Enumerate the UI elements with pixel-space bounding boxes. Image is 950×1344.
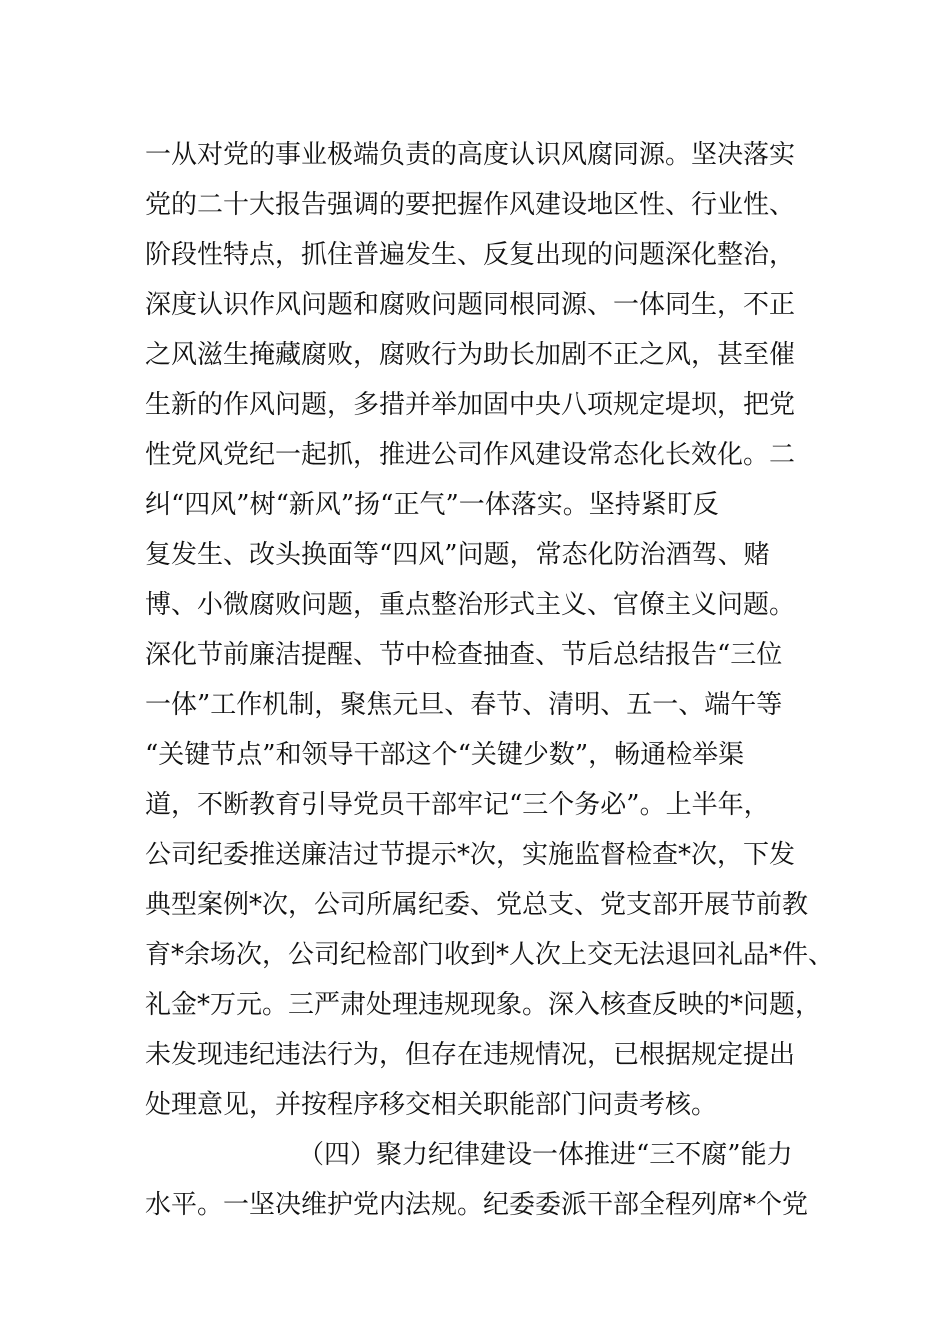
text-line-after-heading: 水平。一坚决维护党内法规。纪委委派干部全程列席*个党: [145, 1190, 809, 1220]
text-line-16: 典型案例*次，公司所属纪委、党总支、党支部开展节前教: [145, 890, 809, 920]
section-heading: （四）聚力纪律建设一体推进“三不腐”能力: [298, 1140, 793, 1170]
text-line-8: 纠“四风”树“新风”扬“正气”一体落实。坚持紧盯反: [145, 490, 719, 520]
text-line-18: 礼金*万元。三严肃处理违规现象。深入核查反映的*问题，: [145, 990, 822, 1020]
text-line-9: 复发生、改头换面等“四风”问题，常态化防治酒驾、赌: [145, 540, 770, 570]
text-line-10: 博、小微腐败问题，重点整治形式主义、官僚主义问题。: [145, 590, 796, 620]
text-line-12: 一体”工作机制，聚焦元旦、春节、清明、五一、端午等: [145, 690, 783, 720]
text-line-17: 育*余场次，公司纪检部门收到*人次上交无法退回礼品*件、: [145, 940, 835, 970]
text-line-7: 性党风党纪一起抓，推进公司作风建设常态化长效化。二: [145, 440, 796, 470]
text-line-14: 道，不断教育引导党员干部牢记“三个务必”。上半年，: [145, 790, 770, 820]
text-line-6: 生新的作风问题，多措并举加固中央八项规定堤坝，把党: [145, 390, 796, 420]
text-line-20: 处理意见，并按程序移交相关职能部门问责考核。: [145, 1090, 718, 1120]
text-line-15: 公司纪委推送廉洁过节提示*次，实施监督检查*次，下发: [145, 840, 796, 870]
text-line-5: 之风滋生掩藏腐败，腐败行为助长加剧不正之风，甚至催: [145, 340, 796, 370]
text-line-3: 阶段性特点，抓住普遍发生、反复出现的问题深化整治，: [145, 240, 796, 270]
text-line-4: 深度认识作风问题和腐败问题同根同源、一体同生，不正: [145, 290, 796, 320]
text-line-1: 一从对党的事业极端负责的高度认识风腐同源。坚决落实: [145, 140, 796, 170]
text-line-2: 党的二十大报告强调的要把握作风建设地区性、行业性、: [145, 190, 796, 220]
text-line-13: “关键节点”和领导干部这个“关键少数”，畅通检举渠: [145, 740, 745, 770]
text-line-11: 深化节前廉洁提醒、节中检查抽查、节后总结报告“三位: [145, 640, 783, 670]
text-line-19: 未发现违纪违法行为，但存在违规情况，已根据规定提出: [145, 1040, 796, 1070]
